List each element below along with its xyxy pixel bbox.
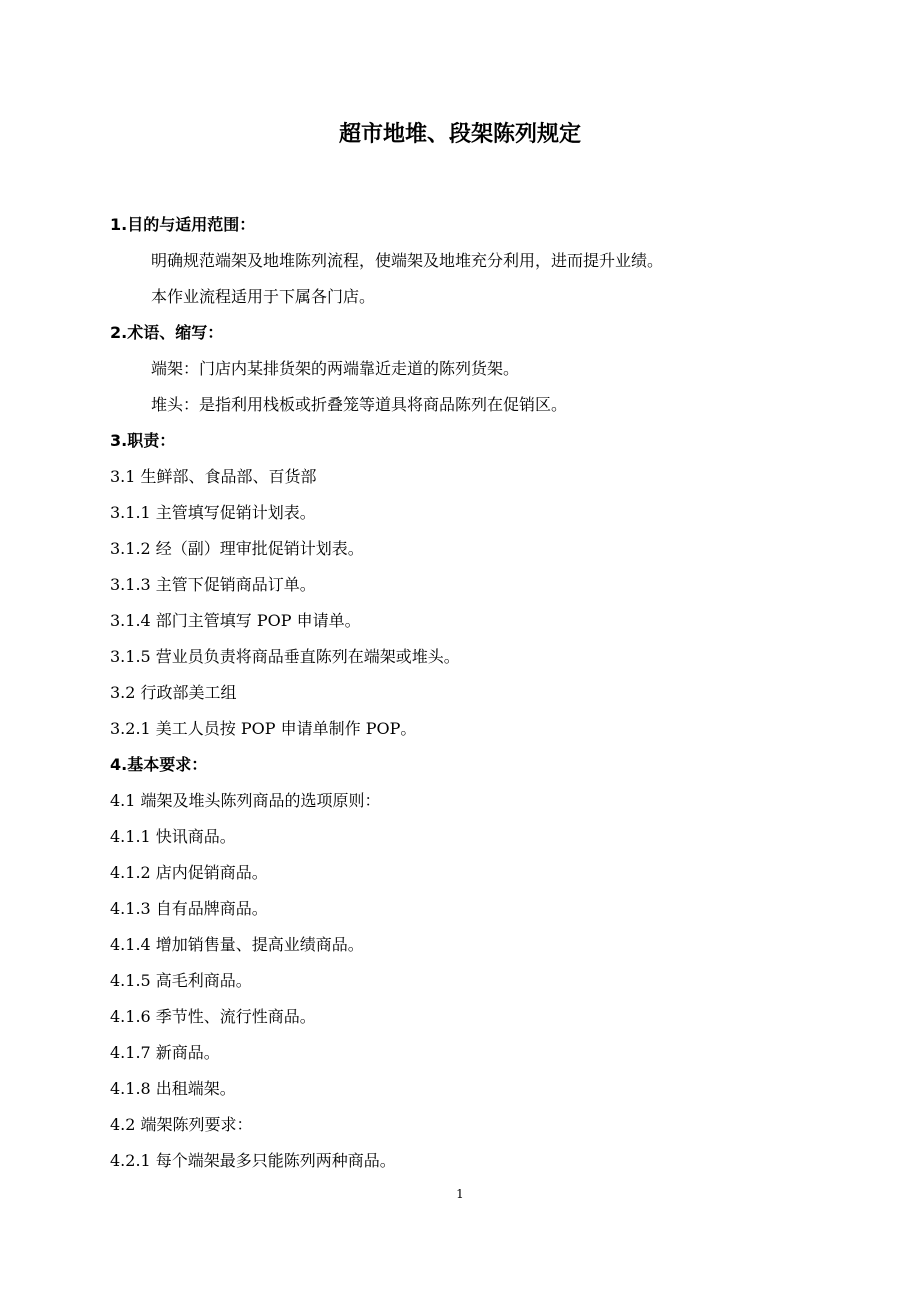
- paragraph-purpose: 明确规范端架及地堆陈列流程，使端架及地堆充分利用，进而提升业绩。: [151, 251, 664, 270]
- list-item: 4.2 端架陈列要求：: [110, 1115, 253, 1134]
- list-item: 3.1.4 部门主管填写 POP 申请单。: [110, 611, 361, 630]
- list-item: 3.1 生鲜部、食品部、百货部: [110, 467, 317, 486]
- section-heading-terms: 2.术语、缩写：: [110, 323, 224, 342]
- list-item: 3.1.3 主管下促销商品订单。: [110, 575, 316, 594]
- list-item: 4.1.4 增加销售量、提高业绩商品。: [110, 935, 364, 954]
- list-item: 3.1.2 经（副）理审批促销计划表。: [110, 539, 364, 558]
- list-item: 4.1.8 出租端架。: [110, 1079, 236, 1098]
- section-heading-duties: 3.职责：: [110, 431, 176, 450]
- list-item: 4.1.6 季节性、流行性商品。: [110, 1007, 316, 1026]
- page-number: 1: [456, 1187, 464, 1201]
- paragraph-scope: 本作业流程适用于下属各门店。: [151, 287, 376, 306]
- list-item: 3.2 行政部美工组: [110, 683, 237, 702]
- section-heading-purpose: 1.目的与适用范围：: [110, 215, 256, 234]
- list-item: 4.2.1 每个端架最多只能陈列两种商品。: [110, 1151, 396, 1170]
- document-title: 超市地堆、段架陈列规定: [338, 122, 581, 147]
- list-item: 4.1.1 快讯商品。: [110, 827, 236, 846]
- list-item: 4.1.2 店内促销商品。: [110, 863, 268, 882]
- list-item: 4.1.3 自有品牌商品。: [110, 899, 268, 918]
- list-item: 4.1 端架及堆头陈列商品的选项原则：: [110, 791, 381, 810]
- list-item: 3.1.5 营业员负责将商品垂直陈列在端架或堆头。: [110, 647, 460, 666]
- list-item: 4.1.5 高毛利商品。: [110, 971, 252, 990]
- paragraph-term-endcap: 端架：门店内某排货架的两端靠近走道的陈列货架。: [151, 359, 520, 378]
- section-heading-requirements: 4.基本要求：: [110, 755, 208, 774]
- list-item: 3.1.1 主管填写促销计划表。: [110, 503, 316, 522]
- paragraph-term-floor-stack: 堆头：是指利用栈板或折叠笼等道具将商品陈列在促销区。: [151, 395, 568, 414]
- list-item: 3.2.1 美工人员按 POP 申请单制作 POP。: [110, 719, 417, 738]
- list-item: 4.1.7 新商品。: [110, 1043, 220, 1062]
